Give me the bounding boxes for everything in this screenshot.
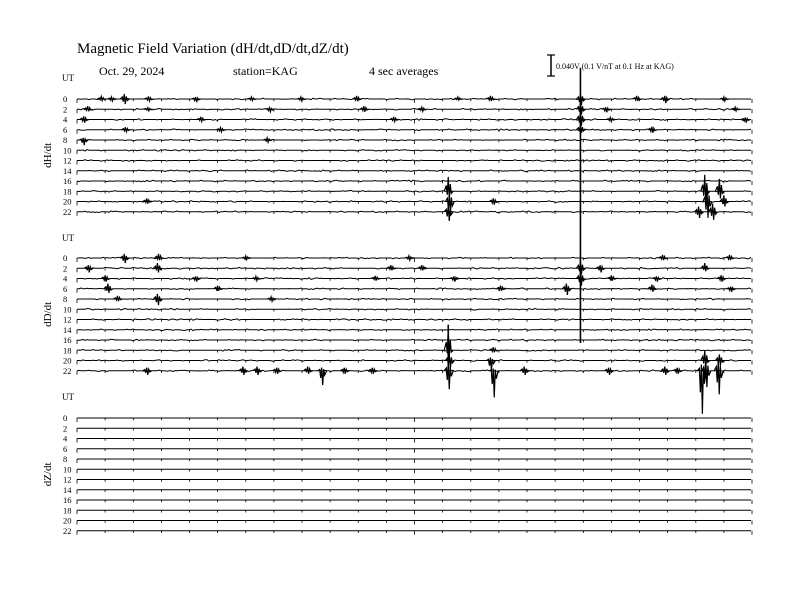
panel-dddt [42,233,752,414]
trace-row-8 [77,298,751,300]
spike-row-18 [489,347,498,352]
averaging-label: 4 sec averages [369,64,439,78]
scale-bar [547,55,555,76]
spike-row-20 [720,195,729,206]
spike-row-0 [247,97,256,101]
row-hour-label: 18 [63,345,72,356]
trace-row-16 [77,180,751,182]
row-hour-label: 0 [63,413,68,423]
time-axis-label: UT [62,392,74,402]
chart-title: Magnetic Field Variation (dH/dt,dD/dt,dZ/dt) [77,41,349,57]
trace-row-10 [77,150,751,151]
spike-row-0 [144,96,153,101]
trace-row-22 [77,211,751,213]
row-hour-label: 0 [63,94,68,104]
spike-row-2 [602,107,611,112]
row-hour-label: 16 [63,176,72,186]
trace-row-12 [77,319,751,321]
row-hour-label: 22 [63,525,72,536]
tick-marks-row-0 [77,258,752,262]
time-axis-label: UT [62,73,74,83]
trace-row-16 [77,339,751,341]
row-hour-label: 16 [63,335,72,345]
spike-row-0 [192,97,201,102]
row-hour-label: 22 [63,206,72,217]
trace-row-2 [77,108,751,110]
panel-label: dD/dt [42,301,54,327]
row-hour-label: 8 [63,135,68,145]
trace-row-12 [77,160,751,162]
spike-row-8 [79,138,88,145]
row-hour-label: 14 [63,165,72,176]
scale-label: 0.040V (0.1 V/nT at 0.1 Hz at KAG) [556,62,674,71]
spike-row-0 [353,96,362,101]
row-hour-label: 18 [63,186,72,197]
tick-marks-row-8 [77,459,752,463]
panel-label: dH/dt [42,142,54,168]
spike-row-2 [731,107,740,111]
spike-row-2 [418,107,427,111]
panel-dhdt [42,68,752,343]
spike-row-8 [263,138,272,142]
spike-row-2 [265,108,274,112]
spike-row-0 [486,96,495,101]
spike-row-2 [387,265,396,270]
spike-row-22 [605,368,614,375]
trace-row-10 [77,308,751,310]
spike-row-22 [444,206,453,221]
row-hour-label: 2 [63,104,68,115]
row-hour-label: 12 [63,155,72,166]
spike-row-8 [267,297,276,301]
spike-row-0 [405,256,414,260]
row-hour-label: 10 [63,464,72,475]
station-label: station=KAG [233,64,298,78]
row-hour-label: 10 [63,145,72,156]
tick-marks-row-20 [77,361,752,365]
spike-row-2 [596,265,605,272]
tick-marks-row-22 [77,212,752,216]
tick-marks-row-16 [77,500,752,504]
trace-row-4 [77,119,751,121]
trace-row-0 [77,98,751,100]
tick-marks-row-22 [77,531,752,535]
row-hour-label: 14 [63,324,72,335]
spike-row-22 [489,369,498,398]
panels [42,68,752,536]
tick-marks-row-10 [77,309,752,313]
row-hour-label: 2 [63,423,68,434]
trace-row-18 [77,349,751,351]
tick-marks-row-20 [77,521,752,525]
tick-marks-row-4 [77,439,752,443]
tick-marks-row-4 [77,279,752,283]
trace-row-4 [77,278,751,280]
tick-marks-row-6 [77,449,752,453]
observation-date: Oct. 29, 2024 [99,64,165,78]
trace-row-2 [77,267,751,269]
tick-marks-row-4 [77,120,752,124]
tick-marks-row-14 [77,171,752,175]
tick-marks-row-10 [77,469,752,473]
row-hour-label: 20 [63,355,72,366]
tick-marks-row-14 [77,490,752,494]
row-hour-label: 20 [63,196,72,207]
spike-row-2 [701,263,710,271]
row-hour-label: 18 [63,505,72,516]
row-hour-label: 4 [63,433,68,444]
trace-row-14 [77,329,751,331]
spike-row-0 [633,96,642,101]
row-hour-label: 8 [63,294,68,304]
row-hour-label: 8 [63,454,68,464]
row-hour-label: 20 [63,515,72,526]
tick-marks-row-12 [77,480,752,484]
row-hour-label: 14 [63,484,72,495]
trace-row-20 [77,201,751,203]
trace-row-20 [77,360,751,362]
spike-row-0 [97,96,106,100]
spike-row-4 [606,118,615,122]
tick-marks-row-8 [77,140,752,144]
spike-row-0 [659,255,668,260]
row-hour-label: 6 [63,283,68,294]
spike-row-2 [84,106,93,111]
tick-marks-row-18 [77,510,752,514]
time-axis-label: UT [62,233,74,243]
row-hour-label: 2 [63,263,68,274]
panel-dzdt [42,392,752,536]
spike-row-0 [720,97,729,101]
spike-row-0 [155,254,164,260]
trace-row-8 [77,139,751,141]
row-hour-label: 4 [63,273,68,284]
trace-row-22 [77,370,751,372]
spike-row-0 [107,97,116,101]
row-hour-label: 12 [63,474,72,485]
row-hour-label: 4 [63,114,68,125]
spike-row-22 [714,361,723,395]
spike-row-4 [252,276,261,280]
spike-row-0 [297,97,306,101]
spike-row-22 [304,367,313,374]
trace-row-18 [77,190,751,192]
panel-label: dZ/dt [42,462,54,487]
row-hour-label: 12 [63,314,72,325]
row-hour-label: 0 [63,253,68,263]
tick-marks-row-2 [77,428,752,432]
row-hour-label: 22 [63,365,72,376]
spike-row-20 [486,357,495,370]
spike-row-2 [144,108,153,111]
row-hour-label: 10 [63,304,72,315]
tick-marks-row-8 [77,299,752,303]
trace-row-14 [77,170,751,172]
tick-marks-row-0 [77,418,752,422]
row-hour-label: 6 [63,124,68,135]
tick-marks-row-16 [77,181,752,185]
row-hour-label: 16 [63,495,72,505]
row-hour-label: 6 [63,443,68,454]
tick-marks-row-18 [77,191,752,195]
